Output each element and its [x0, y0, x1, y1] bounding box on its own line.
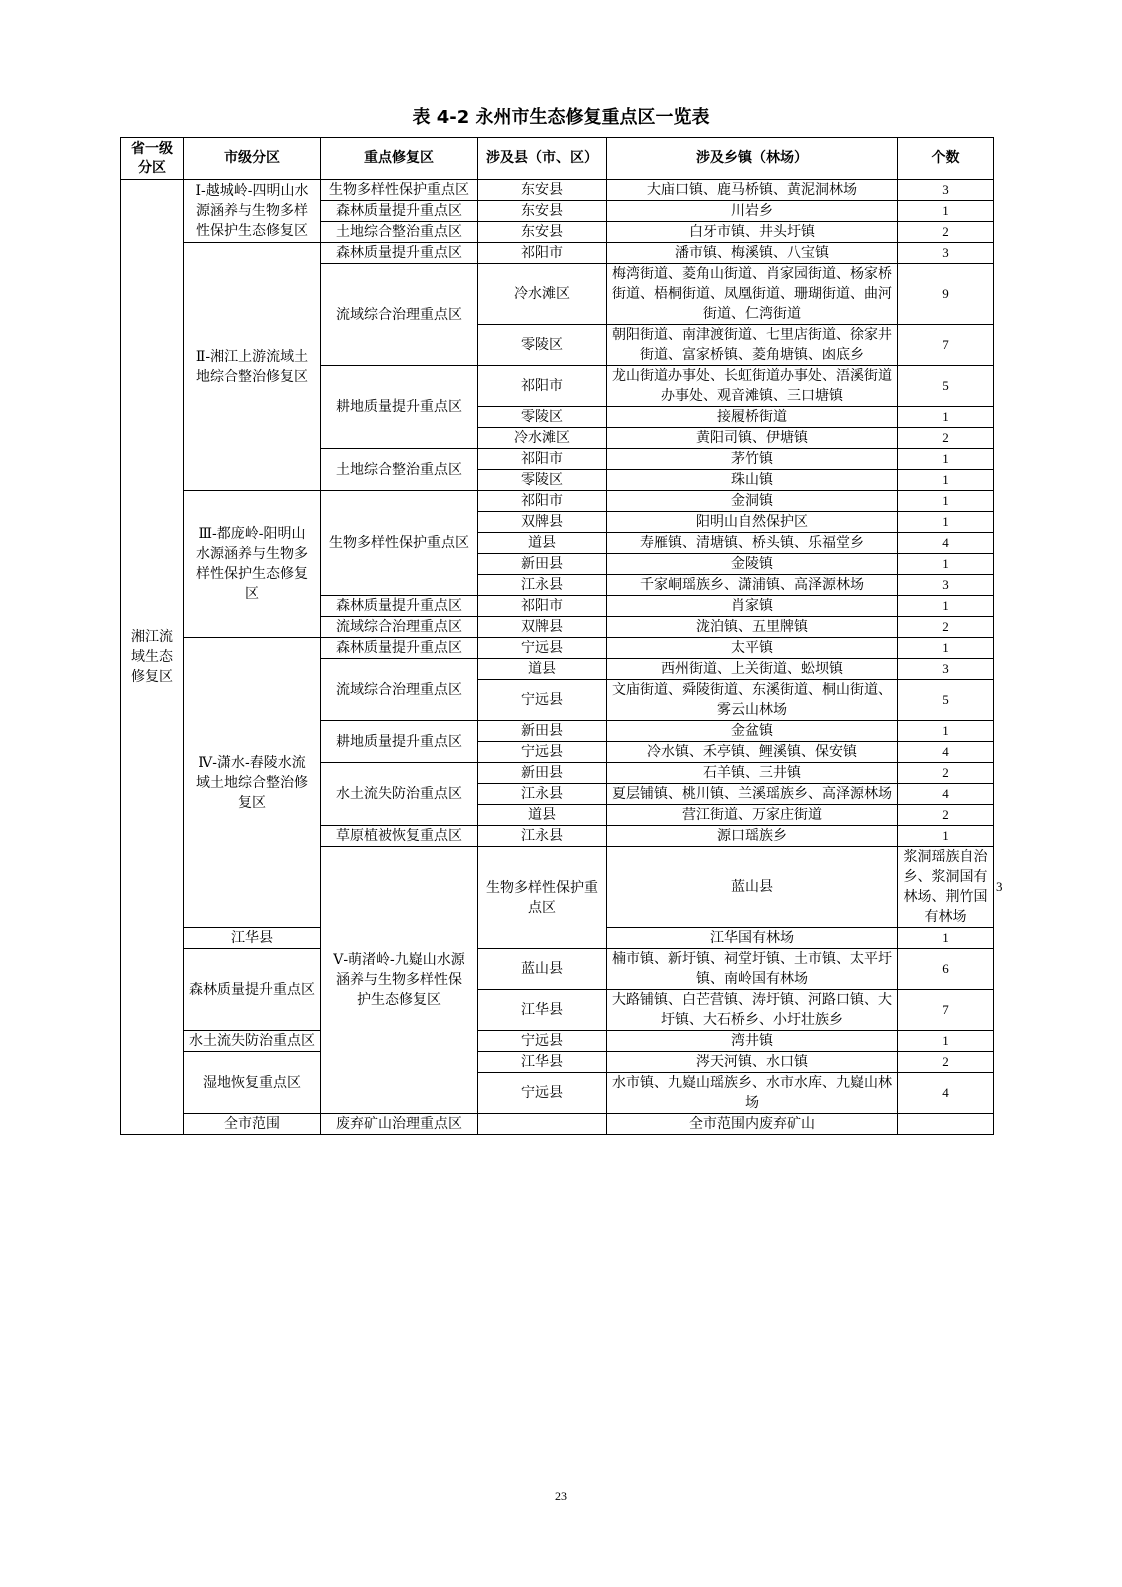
count-cell: 1	[898, 596, 994, 617]
key-zone-cell: 耕地质量提升重点区	[321, 721, 478, 763]
count-cell: 5	[898, 680, 994, 721]
table-title: 表 4-2 永州市生态修复重点区一览表	[412, 107, 710, 128]
county-cell: 冷水滩区	[478, 428, 607, 449]
key-zone-cell: 废弃矿山治理重点区	[321, 1114, 478, 1135]
count-cell: 1	[898, 512, 994, 533]
towns-cell: 涔天河镇、水口镇	[607, 1052, 898, 1073]
table-row	[121, 1031, 994, 1052]
towns-cell: 水市镇、九嶷山瑶族乡、水市水库、九嶷山林场	[607, 1073, 898, 1114]
county-cell: 江华县	[478, 1052, 607, 1073]
table-row	[121, 638, 994, 659]
count-cell: 6	[898, 949, 994, 990]
towns-cell: 冷水镇、禾亭镇、鲤溪镇、保安镇	[607, 742, 898, 763]
towns-cell: 接履桥街道	[607, 407, 898, 428]
county-cell: 新田县	[478, 721, 607, 742]
towns-cell: 江华国有林场	[607, 928, 898, 949]
county-cell: 新田县	[478, 763, 607, 784]
count-cell: 2	[898, 763, 994, 784]
towns-cell: 潘市镇、梅溪镇、八宝镇	[607, 243, 898, 264]
count-cell: 4	[898, 1073, 994, 1114]
key-zone-cell: 森林质量提升重点区	[321, 201, 478, 222]
header-city-zone: 市级分区	[184, 138, 321, 180]
county-cell: 道县	[478, 659, 607, 680]
county-cell: 宁远县	[478, 742, 607, 763]
key-zone-cell: 湿地恢复重点区	[184, 1052, 321, 1114]
count-cell: 3	[898, 180, 994, 201]
key-zone-cell: 水土流失防治重点区	[184, 1031, 321, 1052]
restoration-zones-table	[120, 137, 1003, 1135]
city-zone-cell: Ⅰ-越城岭-四明山水源涵养与生物多样性保护生态修复区	[184, 180, 321, 243]
county-cell: 江永县	[478, 784, 607, 805]
count-cell: 2	[898, 222, 994, 243]
key-zone-cell: 流域综合治理重点区	[321, 659, 478, 721]
county-cell: 宁远县	[478, 638, 607, 659]
towns-cell: 珠山镇	[607, 470, 898, 491]
county-cell: 东安县	[478, 222, 607, 243]
province-zone-cell: 湘江流域生态修复区	[121, 180, 184, 1135]
city-zone-cell: 全市范围	[184, 1114, 321, 1135]
city-zone-cell: Ⅴ-萌渚岭-九嶷山水源涵养与生物多样性保护生态修复区	[321, 847, 478, 1114]
count-cell	[898, 1114, 994, 1135]
count-cell: 2	[898, 617, 994, 638]
table-row	[121, 1114, 994, 1135]
city-zone-cell: Ⅳ-潇水-舂陵水流域土地综合整治修复区	[184, 638, 321, 928]
towns-cell: 楠市镇、新圩镇、祠堂圩镇、土市镇、太平圩镇、南岭国有林场	[607, 949, 898, 990]
table-row: Ⅴ-萌渚岭-九嶷山水源涵养与生物多样性保护生态修复区 生物多样性保护重点区 蓝山县 浆洞瑶族自治乡、浆洞国有林场、荆竹国有林场 3	[121, 847, 994, 928]
county-cell: 蓝山县	[478, 949, 607, 990]
key-zone-cell: 草原植被恢复重点区	[321, 826, 478, 847]
county-cell: 东安县	[478, 201, 607, 222]
count-cell: 7	[898, 325, 994, 366]
table-row	[121, 949, 994, 990]
count-cell: 1	[898, 554, 994, 575]
header-county: 涉及县（市、区）	[478, 138, 607, 180]
county-cell: 新田县	[478, 554, 607, 575]
towns-cell: 白牙市镇、井头圩镇	[607, 222, 898, 243]
page-number: 23	[555, 1489, 567, 1503]
county-cell: 江华县	[478, 990, 607, 1031]
towns-cell: 茅竹镇	[607, 449, 898, 470]
towns-cell: 肖家镇	[607, 596, 898, 617]
towns-cell: 太平镇	[607, 638, 898, 659]
count-cell: 7	[898, 990, 994, 1031]
county-cell: 道县	[478, 805, 607, 826]
count-cell: 1	[898, 201, 994, 222]
count-cell: 3	[898, 243, 994, 264]
towns-cell: 石羊镇、三井镇	[607, 763, 898, 784]
table-row	[121, 1052, 994, 1073]
key-zone-cell: 森林质量提升重点区	[321, 638, 478, 659]
key-zone-cell: 土地综合整治重点区	[321, 449, 478, 491]
key-zone-cell: 水土流失防治重点区	[321, 763, 478, 826]
county-cell: 冷水滩区	[478, 264, 607, 325]
county-cell: 双牌县	[478, 617, 607, 638]
count-cell: 2	[898, 1052, 994, 1073]
count-cell: 9	[898, 264, 994, 325]
towns-cell: 阳明山自然保护区	[607, 512, 898, 533]
key-zone-cell: 流域综合治理重点区	[321, 617, 478, 638]
county-cell: 祁阳市	[478, 449, 607, 470]
key-zone-cell: 生物多样性保护重点区	[478, 847, 607, 949]
county-cell: 江华县	[184, 928, 321, 949]
count-cell: 5	[898, 366, 994, 407]
count-cell: 4	[898, 742, 994, 763]
key-zone-cell: 森林质量提升重点区	[321, 243, 478, 264]
county-cell: 零陵区	[478, 325, 607, 366]
key-zone-cell: 森林质量提升重点区	[184, 949, 321, 1031]
towns-cell: 泷泊镇、五里牌镇	[607, 617, 898, 638]
county-cell: 宁远县	[478, 1073, 607, 1114]
key-zone-cell: 生物多样性保护重点区	[321, 491, 478, 596]
county-cell: 宁远县	[478, 680, 607, 721]
county-cell	[478, 1114, 607, 1135]
key-zone-cell: 流域综合治理重点区	[321, 264, 478, 366]
count-cell: 4	[898, 784, 994, 805]
count-cell: 1	[898, 1031, 994, 1052]
county-cell: 零陵区	[478, 407, 607, 428]
towns-cell: 浆洞瑶族自治乡、浆洞国有林场、荆竹国有林场	[898, 847, 994, 928]
header-province-zone: 省一级分区	[121, 138, 184, 180]
towns-cell: 大庙口镇、鹿马桥镇、黄泥洞林场	[607, 180, 898, 201]
table-header-row	[121, 138, 994, 180]
count-cell: 1	[898, 826, 994, 847]
county-cell: 蓝山县	[607, 847, 898, 928]
county-cell: 祁阳市	[478, 243, 607, 264]
towns-cell: 大路铺镇、白芒营镇、涛圩镇、河路口镇、大圩镇、大石桥乡、小圩壮族乡	[607, 990, 898, 1031]
county-cell: 江永县	[478, 575, 607, 596]
count-cell: 2	[898, 428, 994, 449]
towns-cell: 寿雁镇、清塘镇、桥头镇、乐福堂乡	[607, 533, 898, 554]
count-cell: 1	[898, 407, 994, 428]
count-cell: 2	[898, 805, 994, 826]
count-cell: 3	[898, 575, 994, 596]
towns-cell: 源口瑶族乡	[607, 826, 898, 847]
city-zone-cell: Ⅱ-湘江上游流域土地综合整治修复区	[184, 243, 321, 491]
towns-cell: 营江街道、万家庄街道	[607, 805, 898, 826]
county-cell: 道县	[478, 533, 607, 554]
towns-cell: 金陵镇	[607, 554, 898, 575]
city-zone-cell: Ⅲ-都庞岭-阳明山水源涵养与生物多样性保护生态修复区	[184, 491, 321, 638]
key-zone-cell: 耕地质量提升重点区	[321, 366, 478, 449]
header-count: 个数	[898, 138, 994, 180]
table-row	[121, 491, 994, 512]
county-cell: 祁阳市	[478, 596, 607, 617]
header-key-zone: 重点修复区	[321, 138, 478, 180]
count-cell: 4	[898, 533, 994, 554]
towns-cell: 湾井镇	[607, 1031, 898, 1052]
towns-cell: 文庙街道、舜陵街道、东溪街道、桐山街道、雾云山林场	[607, 680, 898, 721]
key-zone-cell: 生物多样性保护重点区	[321, 180, 478, 201]
county-cell: 宁远县	[478, 1031, 607, 1052]
towns-cell: 川岩乡	[607, 201, 898, 222]
county-cell: 零陵区	[478, 470, 607, 491]
towns-cell: 朝阳街道、南津渡街道、七里店街道、徐家井街道、富家桥镇、菱角塘镇、凼底乡	[607, 325, 898, 366]
count-cell: 1	[898, 449, 994, 470]
count-cell: 3	[898, 659, 994, 680]
county-cell: 祁阳市	[478, 366, 607, 407]
count-cell: 1	[898, 638, 994, 659]
header-towns: 涉及乡镇（林场）	[607, 138, 898, 180]
key-zone-cell: 森林质量提升重点区	[321, 596, 478, 617]
count-cell: 1	[898, 721, 994, 742]
count-cell: 1	[898, 470, 994, 491]
count-cell: 1	[898, 491, 994, 512]
towns-cell: 夏层铺镇、桃川镇、兰溪瑶族乡、高泽源林场	[607, 784, 898, 805]
county-cell: 东安县	[478, 180, 607, 201]
towns-cell: 金洞镇	[607, 491, 898, 512]
county-cell: 双牌县	[478, 512, 607, 533]
county-cell: 祁阳市	[478, 491, 607, 512]
towns-cell: 龙山街道办事处、长虹街道办事处、浯溪街道办事处、观音滩镇、三口塘镇	[607, 366, 898, 407]
towns-cell: 西州街道、上关街道、蚣坝镇	[607, 659, 898, 680]
towns-cell: 金盆镇	[607, 721, 898, 742]
towns-cell: 黄阳司镇、伊塘镇	[607, 428, 898, 449]
county-cell: 江永县	[478, 826, 607, 847]
table-row	[121, 180, 994, 201]
table-row	[121, 243, 994, 264]
towns-cell: 梅湾街道、菱角山街道、肖家园街道、杨家桥街道、梧桐街道、凤凰街道、珊瑚街道、曲河街道、仁湾街道	[607, 264, 898, 325]
count-cell: 1	[898, 928, 994, 949]
towns-cell: 千家峒瑶族乡、潇浦镇、高泽源林场	[607, 575, 898, 596]
key-zone-cell: 土地综合整治重点区	[321, 222, 478, 243]
towns-cell: 全市范围内废弃矿山	[607, 1114, 898, 1135]
